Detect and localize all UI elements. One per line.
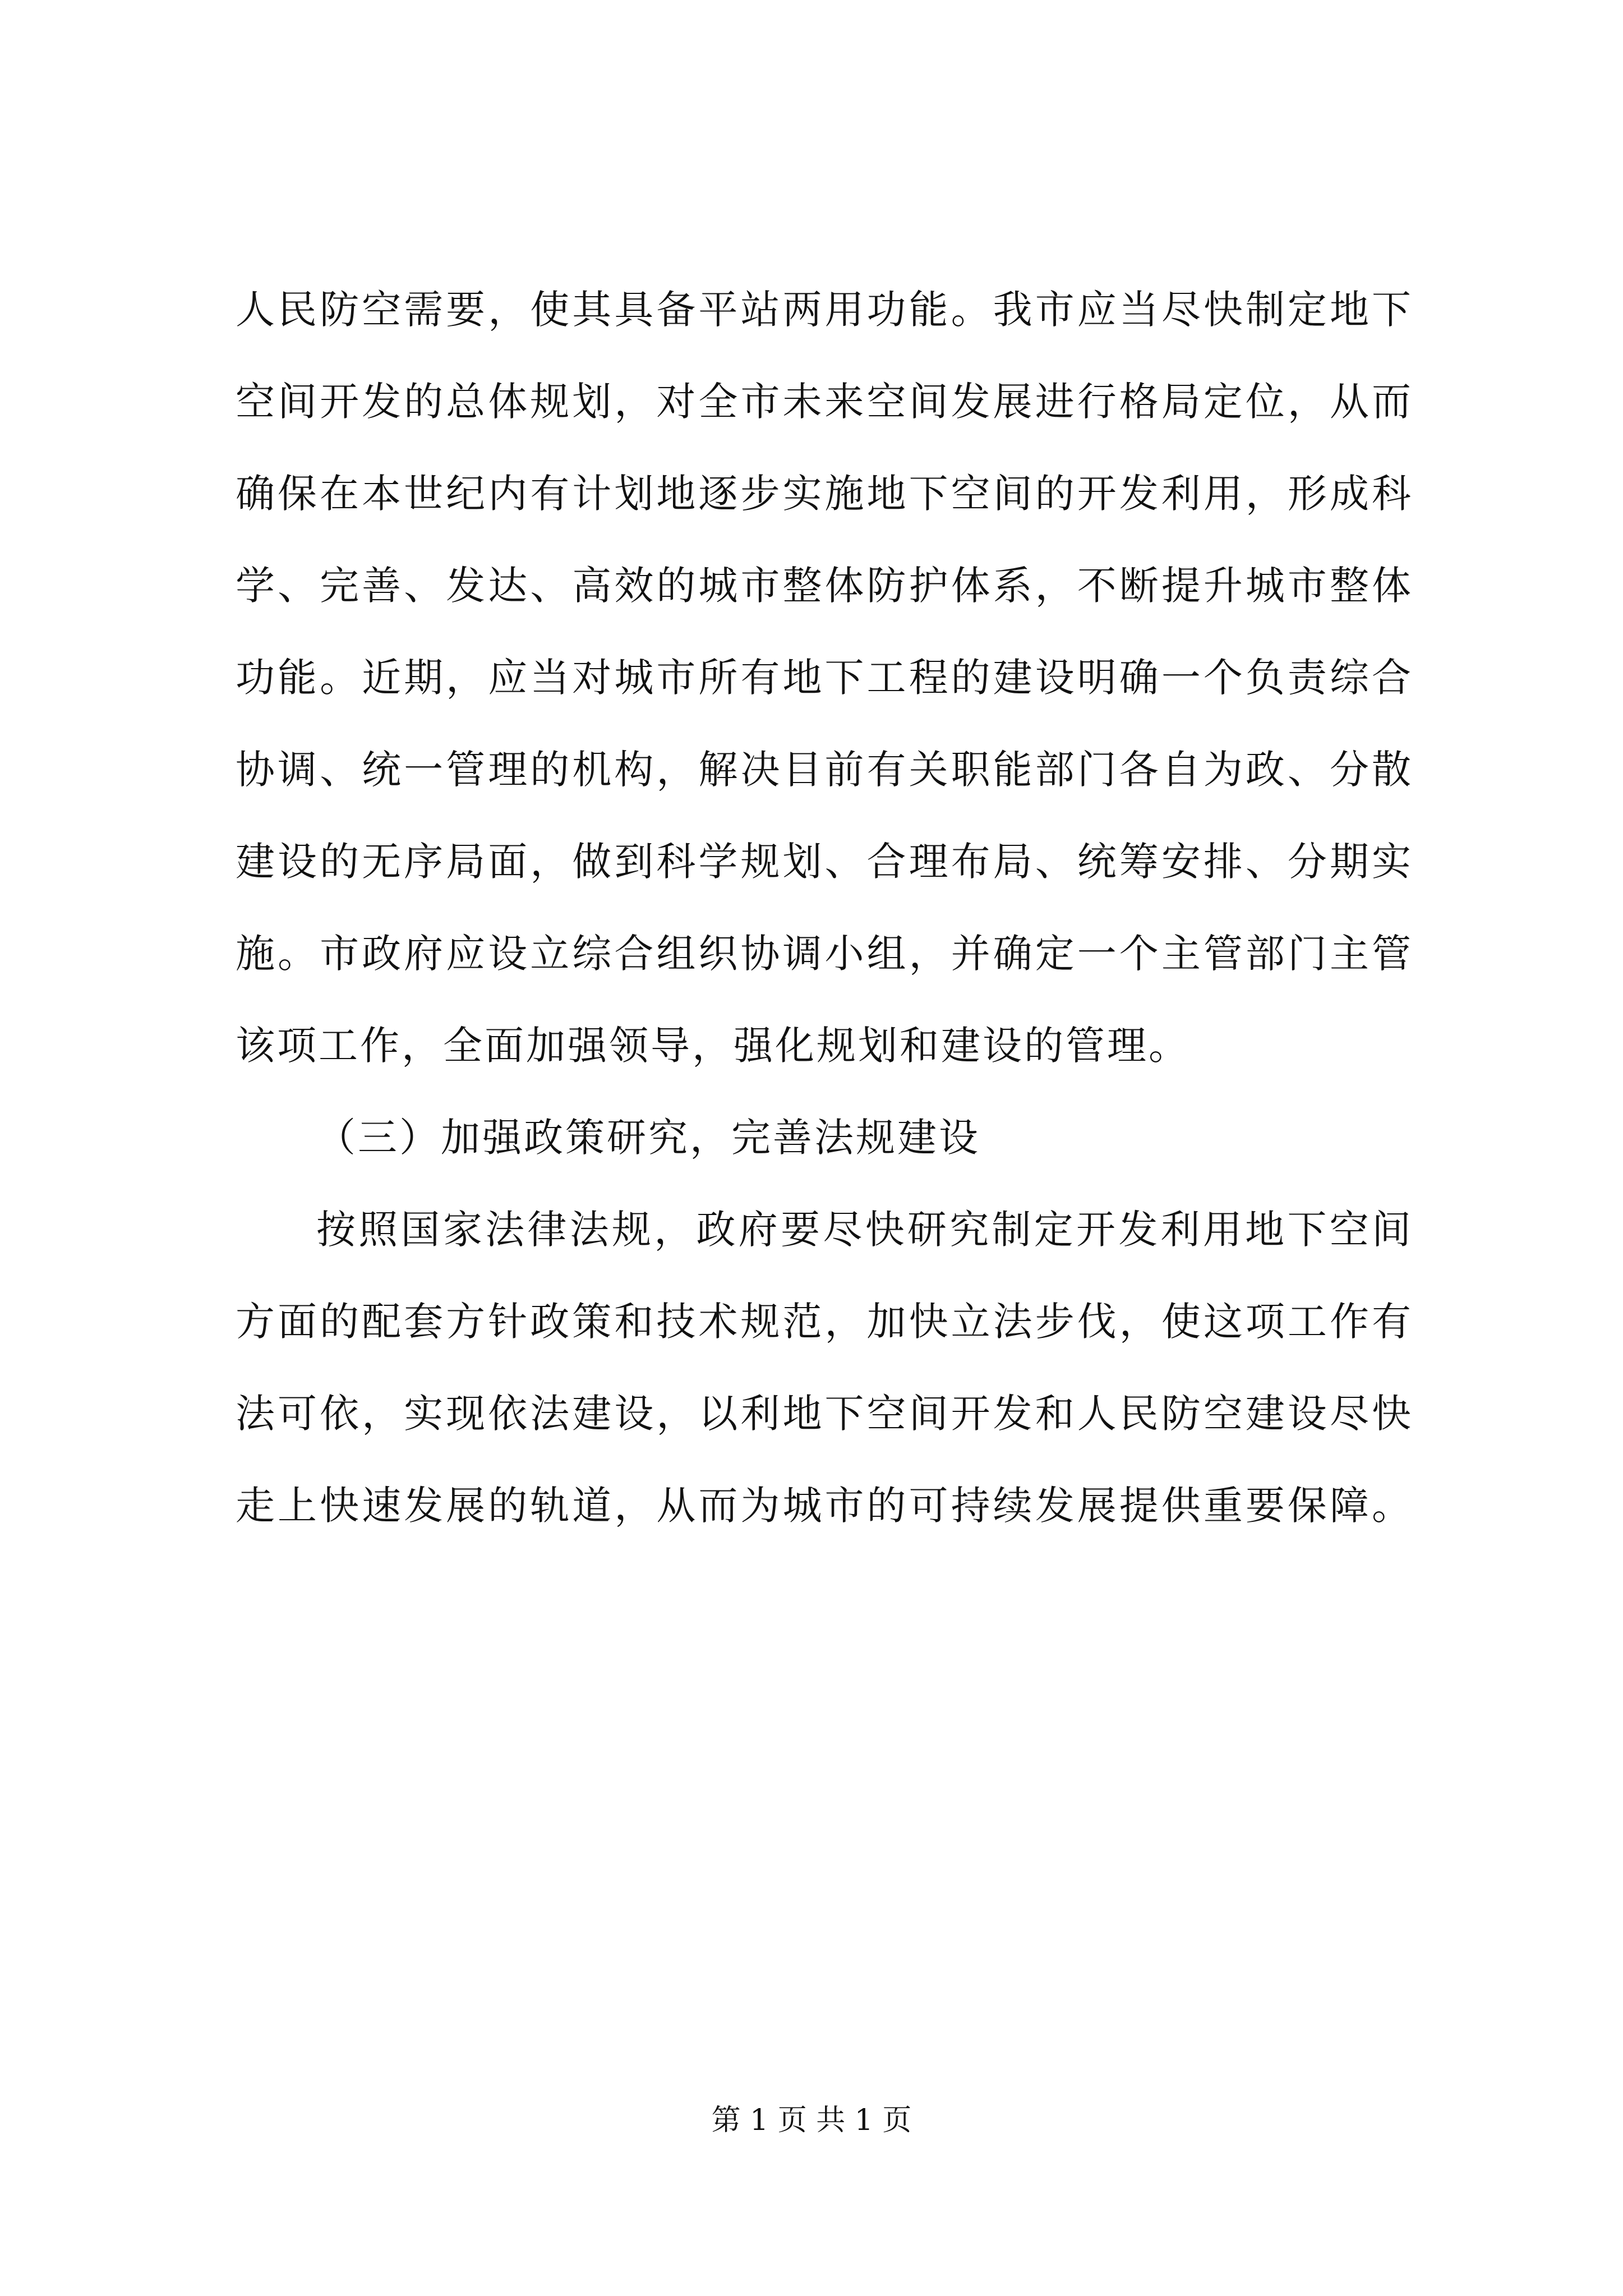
paragraph-2 [236, 1184, 1413, 1552]
paragraph-line: 该项工作，全面加强领导，强化规划和建设的管理。 [236, 1023, 1190, 1069]
paragraph-1 [236, 264, 1413, 1092]
paragraph-line: 法可依，实现依法建设，以利地下空间开发和人民防空建设尽快 [236, 1391, 1413, 1437]
paragraph-line: 学、完善、发达、高效的城市整体防护体系，不断提升城市整体 [236, 563, 1413, 609]
paragraph-line: 方面的配套方针政策和技术规范，加快立法步伐，使这项工作有 [236, 1299, 1413, 1345]
document-body [236, 264, 1413, 1552]
paragraph-line: 确保在本世纪内有计划地逐步实施地下空间的开发利用，形成科 [236, 471, 1413, 517]
page-number-footer: 第 1 页 共 1 页 [711, 2104, 912, 2137]
paragraph-line: 人民防空需要，使其具备平站两用功能。我市应当尽快制定地下 [236, 287, 1413, 333]
section-heading: （三）加强政策研究，完善法规建设 [316, 1115, 980, 1161]
paragraph-line: 建设的无序局面，做到科学规划、合理布局、统筹安排、分期实 [236, 839, 1413, 885]
paragraph-line: 空间开发的总体规划，对全市未来空间发展进行格局定位，从而 [236, 379, 1413, 425]
paragraph-line: 功能。近期，应当对城市所有地下工程的建设明确一个负责综合 [236, 655, 1413, 701]
paragraph-line: 按照国家法律法规，政府要尽快研究制定开发利用地下空间 [316, 1207, 1413, 1253]
paragraph-line: 协调、统一管理的机构，解决目前有关职能部门各自为政、分散 [236, 747, 1413, 793]
paragraph-line: 施。市政府应设立综合组织协调小组，并确定一个主管部门主管 [236, 931, 1413, 977]
paragraph-line: 走上快速发展的轨道，从而为城市的可持续发展提供重要保障。 [236, 1483, 1413, 1529]
